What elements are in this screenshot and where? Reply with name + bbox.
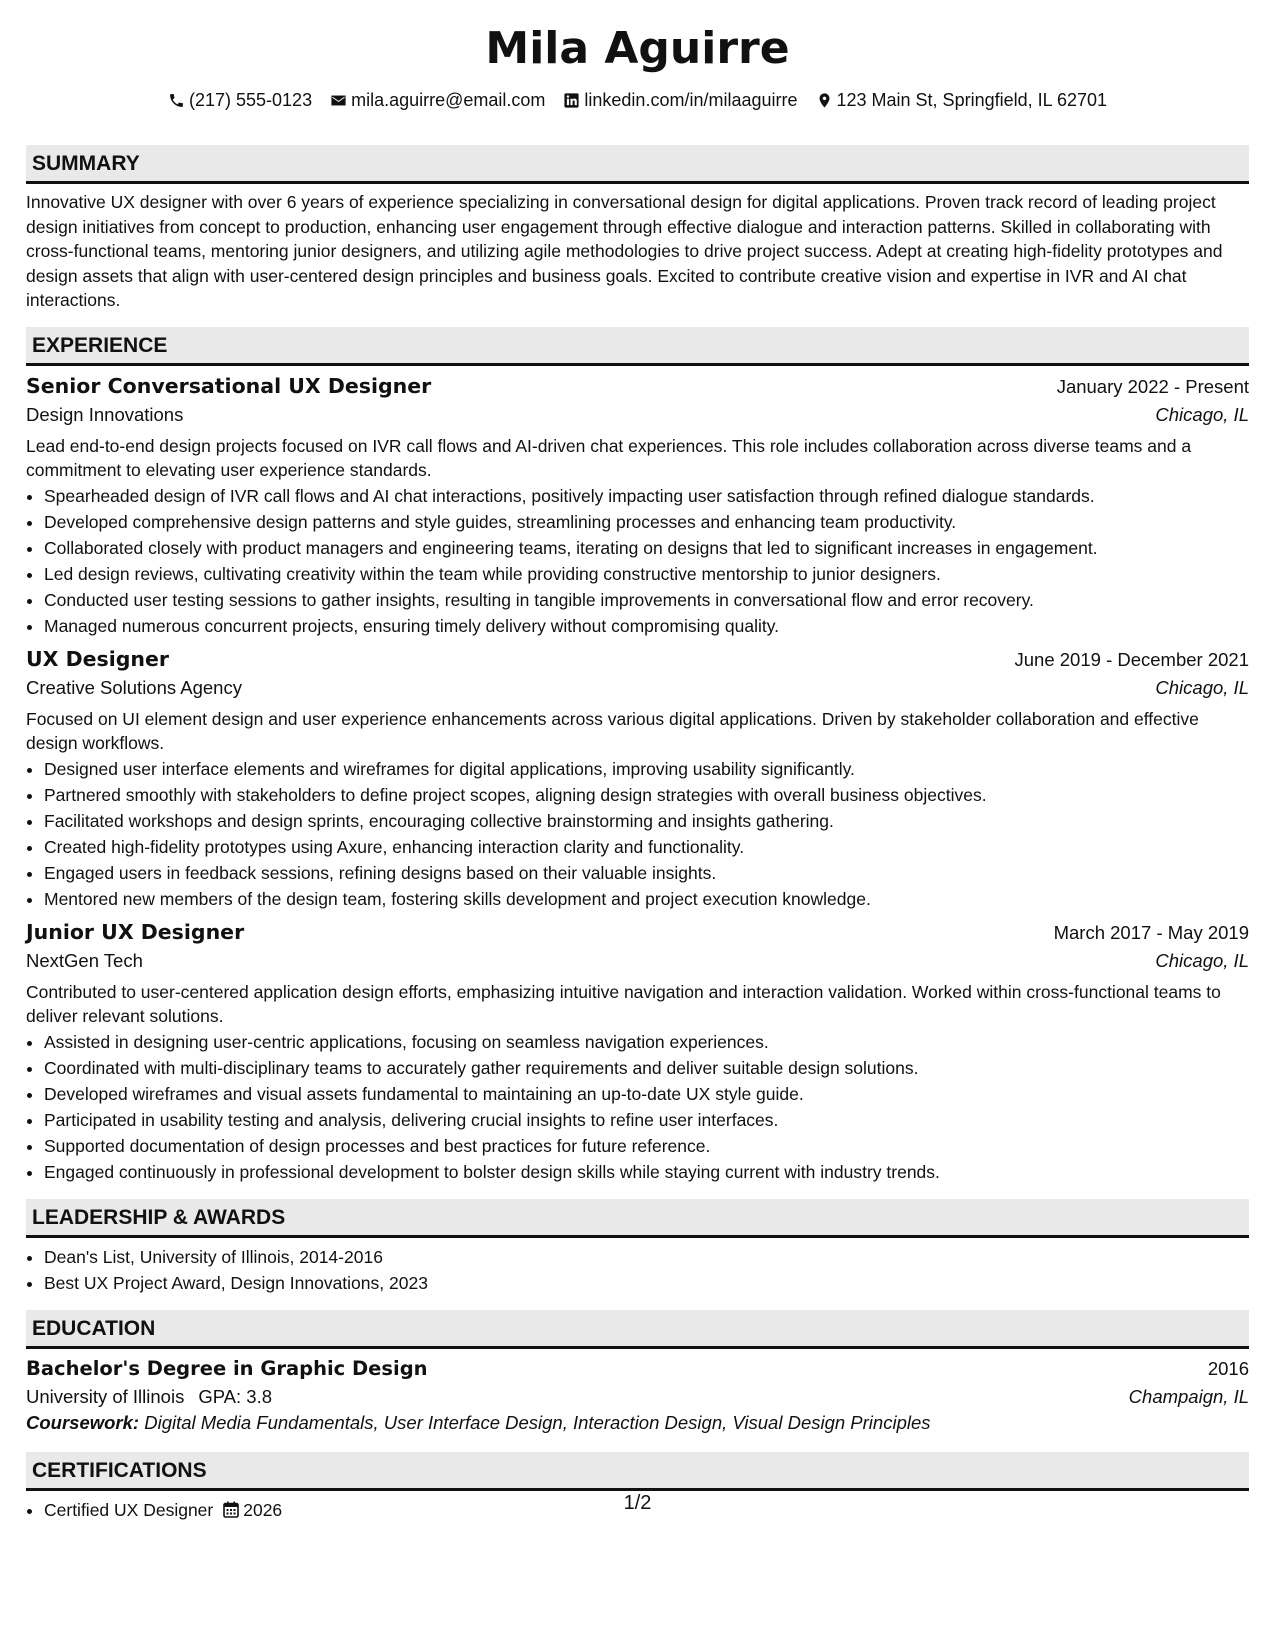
graduation-year: 2016 <box>1207 1357 1249 1379</box>
list-item: • Supported documentation of design processes and best practices for future reference. <box>44 1133 1249 1159</box>
education-subheader <box>26 1386 1249 1408</box>
school-location: Champaign, IL <box>1128 1385 1249 1407</box>
job-title: Junior UX Designer <box>26 919 245 944</box>
section-education-heading: EDUCATION <box>26 1310 1249 1349</box>
job-subheader <box>26 677 1249 699</box>
awards-list <box>26 1244 1249 1296</box>
job-bullets <box>26 1029 1249 1185</box>
list-item: • Conducted user testing sessions to gather insights, resulting in tangible improvements in conversational flow and error recovery. <box>44 587 1249 613</box>
page-number: 1/2 <box>623 1492 652 1514</box>
list-item: • Facilitated workshops and design sprints, encouraging collective brainstorming and insights gathering. <box>44 808 1249 834</box>
list-item: • Created high-fidelity prototypes using Axure, enhancing interaction clarity and functionality. <box>44 834 1249 860</box>
list-item: • Partnered smoothly with stakeholders to define project scopes, aligning design strategies with overall business objectives. <box>44 782 1249 808</box>
contact-address <box>816 90 1108 111</box>
job-subheader <box>26 404 1249 426</box>
contact-linkedin[interactable] <box>563 90 797 111</box>
job-description: Lead end-to-end design projects focused on IVR call flows and AI-driven chat experiences. This role includes collaboration across diverse teams and a commitment to elevating user experience standards. <box>26 435 1192 480</box>
address-text: 123 Main St, Springfield, IL 62701 <box>836 89 1108 110</box>
job-description: Contributed to user-centered application design efforts, emphasizing intuitive navigation and interaction validation. Worked within cross-functional teams to deliver relevant solutions. <box>26 981 1221 1026</box>
candidate-name: Mila Aguirre <box>485 23 790 74</box>
job-company: Design Innovations <box>26 403 184 425</box>
list-item: • Developed wireframes and visual assets fundamental to maintaining an up-to-date UX style guide. <box>44 1081 1249 1107</box>
coursework-list: Digital Media Fundamentals, User Interface Design, Interaction Design, Visual Design Principles <box>144 1411 931 1433</box>
list-item: • Developed comprehensive design patterns and style guides, streamlining processes and enhancing team productivity. <box>44 509 1249 535</box>
job-title: UX Designer <box>26 646 170 671</box>
job-company: NextGen Tech <box>26 949 143 971</box>
list-item: • Collaborated closely with product managers and engineering teams, iterating on designs that led to significant increases in engagement. <box>44 535 1249 561</box>
certification-year: 2026 <box>243 1499 283 1520</box>
coursework-label: Coursework: <box>26 1411 140 1433</box>
job-location: Chicago, IL <box>1155 403 1249 425</box>
job-dates: March 2017 - May 2019 <box>1053 921 1249 943</box>
job-company: Creative Solutions Agency <box>26 676 242 698</box>
map-pin-icon <box>816 92 833 109</box>
certification-name: Certified UX Designer <box>44 1499 214 1520</box>
summary-text: Innovative UX designer with over 6 years of experience specializing in conversational design for digital applications. Proven track record of leading project design initiatives from concept to production, enhancing user engagement through effective dialogue and interaction patterns. Skilled in collaborating with cross-functional teams, mentoring junior designers, and utilizing agile methodologies to drive project success. Adept at creating high-fidelity prototypes and design assets that align with user-centered design principles and business goals. Excited to contribute creative vision and expertise in IVR and AI chat interactions. <box>26 192 1223 310</box>
job-location: Chicago, IL <box>1155 949 1249 971</box>
degree-title: Bachelor's Degree in Graphic Design <box>26 1356 428 1380</box>
contact-bar <box>26 88 1249 112</box>
job-entry <box>26 374 1249 639</box>
list-item: • Participated in usability testing and analysis, delivering crucial insights to refine user interfaces. <box>44 1107 1249 1133</box>
list-item: • Designed user interface elements and wireframes for digital applications, improving usability significantly. <box>44 756 1249 782</box>
section-summary-heading: SUMMARY <box>26 145 1249 184</box>
linkedin-icon <box>563 92 580 109</box>
list-item: • Engaged continuously in professional development to bolster design skills while staying current with industry trends. <box>44 1159 1249 1185</box>
job-header <box>26 920 1249 944</box>
job-header <box>26 374 1249 398</box>
phone-icon <box>168 92 185 109</box>
phone-text: (217) 555-0123 <box>188 89 313 110</box>
job-entry <box>26 920 1249 1185</box>
education-entry <box>26 1357 1249 1434</box>
job-entry <box>26 647 1249 912</box>
resume-page <box>26 0 1249 1525</box>
job-subheader <box>26 950 1249 972</box>
linkedin-text[interactable]: linkedin.com/in/milaaguirre <box>584 89 798 110</box>
list-item: • Mentored new members of the design team, fostering skills development and project execution knowledge. <box>44 886 1249 912</box>
education-header <box>26 1357 1249 1380</box>
job-bullets <box>26 483 1249 639</box>
email-text[interactable]: mila.aguirre@email.com <box>351 89 546 110</box>
list-item: • Managed numerous concurrent projects, ensuring timely delivery without compromising quality. <box>44 613 1249 639</box>
gpa: GPA: 3.8 <box>198 1385 273 1407</box>
list-item: • Best UX Project Award, Design Innovations, 2023 <box>44 1270 1249 1296</box>
job-title: Senior Conversational UX Designer <box>26 373 432 398</box>
school-line <box>26 1386 272 1408</box>
job-bullets <box>26 756 1249 912</box>
list-item: • Coordinated with multi-disciplinary teams to accurately gather requirements and deliver suitable design solutions. <box>44 1055 1249 1081</box>
section-experience-heading: EXPERIENCE <box>26 327 1249 366</box>
list-item: • Led design reviews, cultivating creativity within the team while providing constructive mentorship to junior designers. <box>44 561 1249 587</box>
list-item: • Assisted in designing user-centric applications, focusing on seamless navigation experiences. <box>44 1029 1249 1055</box>
list-item: • Dean's List, University of Illinois, 2014-2016 <box>44 1244 1249 1270</box>
list-item: • Engaged users in feedback sessions, refining designs based on their valuable insights. <box>44 860 1249 886</box>
envelope-icon <box>330 92 347 109</box>
job-description: Focused on UI element design and user experience enhancements across various digital applications. Driven by stakeholder collaboration and effective design workflows. <box>26 708 1199 753</box>
contact-phone <box>168 90 312 111</box>
list-item: • Spearheaded design of IVR call flows and AI chat interactions, positively impacting user satisfaction through refined dialogue standards. <box>44 483 1249 509</box>
school-name: University of Illinois <box>26 1385 185 1407</box>
contact-email[interactable] <box>330 90 545 111</box>
section-certifications-heading: CERTIFICATIONS <box>26 1452 1249 1491</box>
coursework <box>26 1412 1249 1434</box>
job-dates: June 2019 - December 2021 <box>1014 648 1249 670</box>
job-dates: January 2022 - Present <box>1056 375 1249 397</box>
job-header <box>26 647 1249 671</box>
job-location: Chicago, IL <box>1155 676 1249 698</box>
section-awards-heading: LEADERSHIP & AWARDS <box>26 1199 1249 1238</box>
